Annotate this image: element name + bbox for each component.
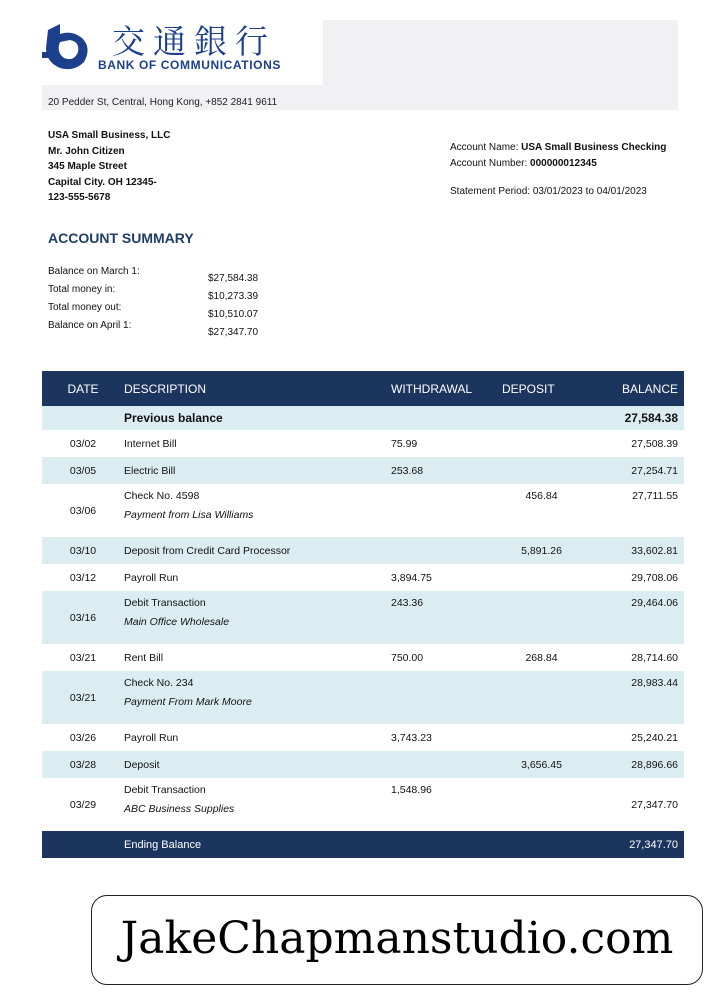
row-deposit: 5,891.26 [502,537,581,564]
row-date: 03/12 [69,571,97,584]
row-description-sub: Payment from Lisa Williams [124,509,254,521]
summary-label: Balance on March 1: [48,266,140,277]
column-header-deposit: DEPOSIT [502,371,581,406]
previous-balance-label: Previous balance [124,406,391,430]
row-description-sub: Payment From Mark Moore [124,696,252,708]
row-deposit: 3,656.45 [502,751,581,778]
row-description [124,591,391,644]
table-row [42,778,684,831]
summary-value: $27,584.38 [208,273,259,284]
bank-name-chinese: 交通銀行 [112,22,276,61]
ending-balance-label: Ending Balance [124,831,391,858]
row-deposit [502,430,581,457]
column-header-withdrawal: WITHDRAWAL [391,371,502,406]
row-withdrawal: 75.99 [391,437,418,450]
table-row [42,591,684,644]
row-balance: 27,508.39 [631,437,678,450]
bank-address: 20 Pedder St, Central, Hong Kong, +852 2841 9611 [48,97,278,108]
row-description-sub: Main Office Wholesale [124,616,230,628]
row-date: 03/06 [69,504,97,517]
account-name-label: Account Name: [450,142,522,153]
row-withdrawal: 750.00 [391,651,424,664]
table-row [42,644,684,671]
row-date: 03/05 [42,457,124,484]
row-description-main: Check No. 234 [124,677,194,689]
previous-balance-row [42,406,684,430]
row-description-main: Debit Transaction [124,784,206,796]
customer-phone: 123-555-5678 [48,192,111,203]
row-withdrawal [391,751,502,778]
previous-balance-amount: 27,584.38 [581,406,684,430]
row-description: Deposit [124,751,391,778]
summary-values [208,270,258,342]
row-withdrawal: 1,548.96 [391,784,432,796]
row-balance: 27,347.70 [631,798,678,811]
customer-contact: Mr. John Citizen [48,145,125,157]
row-withdrawal: 243.36 [391,591,502,644]
table-row [42,671,684,724]
summary-value: $10,273.39 [208,291,259,302]
row-description [124,671,391,724]
table-row [42,484,684,537]
bank-name-english: BANK OF COMMUNICATIONS [98,58,281,72]
bank-logo-mark-icon [42,24,94,72]
row-withdrawal [391,671,502,724]
table-row [42,457,684,484]
row-balance: 28,896.66 [581,751,684,778]
transactions-table [42,371,684,858]
row-balance: 33,602.81 [581,537,684,564]
row-deposit [502,591,581,644]
column-header-date: DATE [42,371,124,406]
watermark-text: JakeChapmanstudio.com [120,913,674,964]
table-row [42,751,684,778]
row-date: 03/26 [69,731,97,744]
column-header-balance: BALANCE [581,371,684,406]
account-summary-title: ACCOUNT SUMMARY [48,230,194,246]
row-description-main: Debit Transaction [124,597,206,609]
summary-labels [48,263,140,335]
row-balance: 28,983.44 [581,671,684,724]
row-withdrawal [391,537,502,564]
row-description: Rent Bill [124,651,164,664]
row-balance: 27,711.55 [632,490,678,502]
row-deposit [502,724,581,751]
customer-company: USA Small Business, LLC [48,130,171,141]
ending-balance-amount: 27,347.70 [581,831,684,858]
customer-address-block [48,128,170,206]
account-name: USA Small Business Checking [521,142,667,153]
account-name-line [450,140,666,156]
statement-period: Statement Period: 03/01/2023 to 04/01/2023 [450,186,647,197]
row-description: Electric Bill [124,457,391,484]
row-balance: 29,708.06 [631,571,678,584]
row-deposit [502,778,581,831]
row-deposit [502,457,581,484]
summary-label: Total money out: [48,302,122,313]
row-description: Payroll Run [124,731,179,744]
summary-value: $10,510.07 [208,309,259,320]
row-date: 03/29 [69,798,97,811]
row-balance: 28,714.60 [631,651,678,664]
row-withdrawal [391,484,502,537]
row-balance: 25,240.21 [631,731,678,744]
table-header-row [42,371,684,406]
table-row [42,724,684,751]
summary-label: Balance on April 1: [48,320,132,331]
row-deposit [502,671,581,724]
row-date: 03/28 [42,751,124,778]
row-description [124,484,391,537]
table-row [42,430,684,457]
row-deposit [502,564,581,591]
row-description: Internet Bill [124,437,177,450]
row-balance: 29,464.06 [581,591,684,644]
customer-street: 345 Maple Street [48,161,127,172]
row-deposit: 268.84 [525,651,558,664]
watermark-box [91,895,703,985]
row-date: 03/21 [69,651,97,664]
summary-value: $27,347.70 [208,327,259,338]
row-date: 03/21 [42,671,124,724]
row-description: Payroll Run [124,571,179,584]
row-deposit: 456.84 [525,490,558,502]
row-withdrawal: 253.68 [391,457,502,484]
account-number: 000000012345 [530,157,597,169]
summary-label: Total money in: [48,284,116,295]
ending-balance-row [42,831,684,858]
row-date: 03/02 [69,437,97,450]
row-withdrawal: 3,743.23 [391,731,432,744]
row-description: Deposit from Credit Card Processor [124,537,391,564]
row-withdrawal: 3,894.75 [391,571,432,584]
account-number-label: Account Number: [450,157,531,169]
row-balance: 27,254.71 [581,457,684,484]
table-row [42,564,684,591]
table-row [42,537,684,564]
row-description [124,778,391,831]
column-header-description: DESCRIPTION [124,371,391,406]
account-info [450,140,666,171]
row-description-sub: ABC Business Supplies [124,803,235,815]
row-date: 03/10 [42,537,124,564]
account-number-line [450,156,666,172]
row-date: 03/16 [42,591,124,644]
customer-city: Capital City. OH 12345- [48,176,157,188]
row-description-main: Check No. 4598 [124,490,200,502]
